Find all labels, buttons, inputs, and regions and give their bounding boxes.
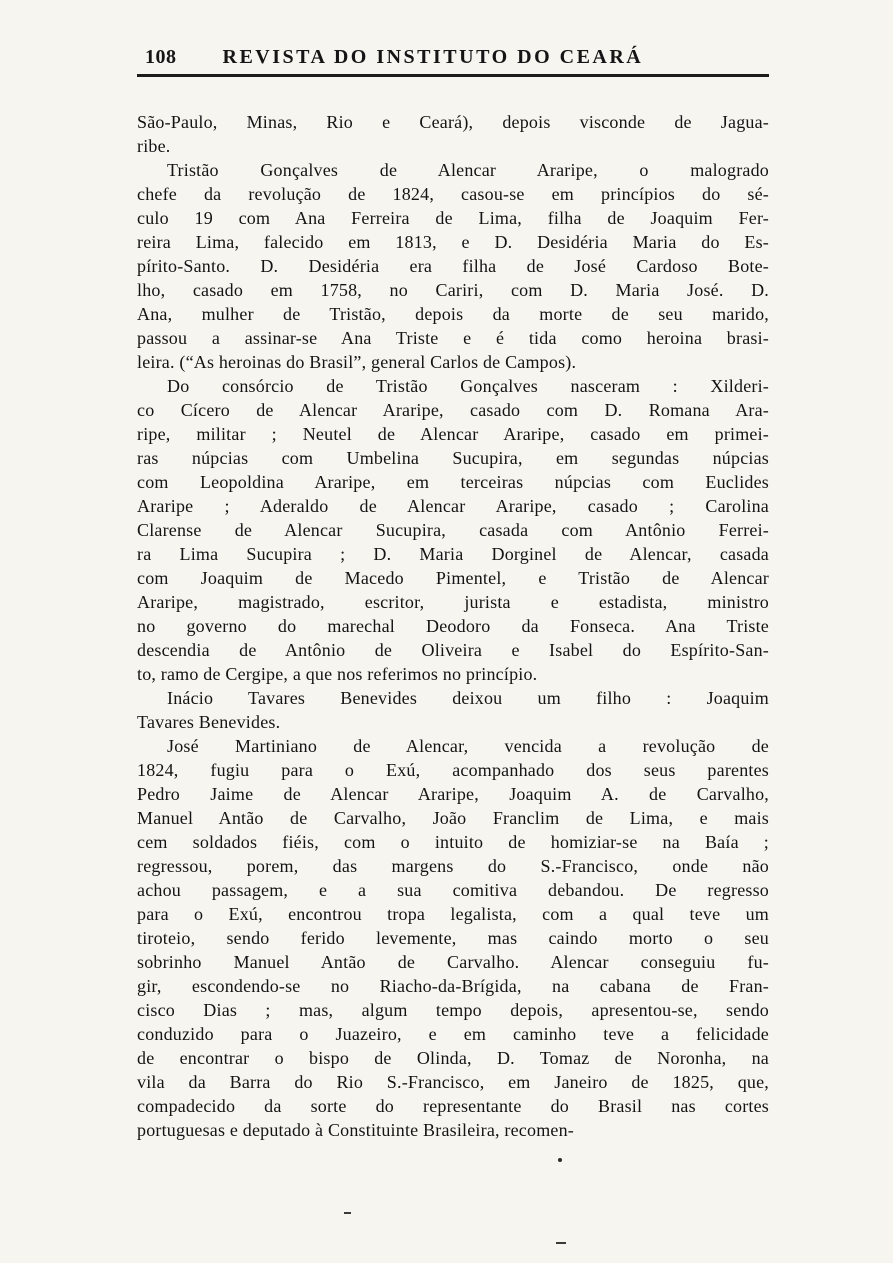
text-line: descendia de Antônio de Oliveira e Isabel do Espírito-San- (137, 640, 769, 660)
journal-title: REVISTA DO INSTITUTO DO CEARÁ (222, 46, 644, 68)
text-line: Manuel Antão de Carvalho, João Franclim de Lima, e mais (137, 808, 769, 828)
text-line: de encontrar o bispo de Olinda, D. Tomaz de Noronha, na (137, 1048, 769, 1068)
text-line: sobrinho Manuel Antão de Carvalho. Alencar conseguiu fu- (137, 952, 769, 972)
text-line: São-Paulo, Minas, Rio e Ceará), depois visconde de Jagua- (137, 112, 769, 132)
text-line: co Cícero de Alencar Araripe, casado com D. Romana Ara- (137, 400, 769, 420)
text-line: Clarense de Alencar Sucupira, casada com Antônio Ferrei- (137, 520, 769, 540)
text-line: ras núpcias com Umbelina Sucupira, em segundas núpcias (137, 448, 769, 468)
scan-artifact-dash (556, 1242, 566, 1244)
text-line: to, ramo de Cergipe, a que nos referimos no princípio. (137, 664, 538, 684)
text-line: ripe, militar ; Neutel de Alencar Araripe, casado em primei- (137, 424, 769, 444)
text-line: lho, casado em 1758, no Cariri, com D. Maria José. D. (137, 280, 769, 300)
paragraph (137, 110, 769, 158)
text-line: Pedro Jaime de Alencar Araripe, Joaquim A. de Carvalho, (137, 784, 769, 804)
text-line: Tristão Gonçalves de Alencar Araripe, o malogrado (167, 160, 769, 180)
text-line: 1824, fugiu para o Exú, acompanhado dos seus parentes (137, 760, 769, 780)
page-number: 108 (145, 46, 177, 68)
text-line: cem soldados fiéis, com o intuito de homiziar-se na Baía ; (137, 832, 769, 852)
paragraph (137, 686, 769, 734)
text-line: achou passagem, e a sua comitiva debandou. De regresso (137, 880, 769, 900)
paragraph (137, 734, 769, 1142)
text-line: passou a assinar-se Ana Triste e é tida como heroina brasi- (137, 328, 769, 348)
text-line: Tavares Benevides. (137, 712, 281, 732)
text-line: pírito-Santo. D. Desidéria era filha de José Cardoso Bote- (137, 256, 769, 276)
text-line: no governo do marechal Deodoro da Fonseca. Ana Triste (137, 616, 769, 636)
text-line: Araripe, magistrado, escritor, jurista e estadista, ministro (137, 592, 769, 612)
text-line: ribe. (137, 136, 171, 156)
header-rule (137, 74, 769, 77)
text-line: compadecido da sorte do representante do Brasil nas cortes (137, 1096, 769, 1116)
paragraph (137, 374, 769, 686)
text-line: Ana, mulher de Tristão, depois da morte de seu marido, (137, 304, 769, 324)
text-line: portuguesas e deputado à Constituinte Brasileira, recomen- (137, 1120, 574, 1140)
text-line: chefe da revolução de 1824, casou-se em princípios do sé- (137, 184, 769, 204)
text-line: José Martiniano de Alencar, vencida a revolução de (167, 736, 769, 756)
text-column (137, 44, 769, 1142)
text-line: reira Lima, falecido em 1813, e D. Desidéria Maria do Es- (137, 232, 769, 252)
paragraph (137, 158, 769, 374)
text-line: culo 19 com Ana Ferreira de Lima, filha de Joaquim Fer- (137, 208, 769, 228)
text-line: conduzido para o Juazeiro, e em caminho teve a felicidade (137, 1024, 769, 1044)
text-line: Inácio Tavares Benevides deixou um filho : Joaquim (167, 688, 769, 708)
scan-artifact-dash (344, 1212, 351, 1214)
text-line: Araripe ; Aderaldo de Alencar Araripe, casado ; Carolina (137, 496, 769, 516)
text-line: regressou, porem, das margens do S.-Francisco, onde não (137, 856, 769, 876)
text-line: com Joaquim de Macedo Pimentel, e Tristão de Alencar (137, 568, 769, 588)
text-line: Do consórcio de Tristão Gonçalves nasceram : Xilderi- (167, 376, 769, 396)
text-line: vila da Barra do Rio S.-Francisco, em Janeiro de 1825, que, (137, 1072, 769, 1092)
scan-artifact-dot (558, 1158, 562, 1162)
text-line: cisco Dias ; mas, algum tempo depois, apresentou-se, sendo (137, 1000, 769, 1020)
body-text (137, 110, 769, 1142)
text-line: gir, escondendo-se no Riacho-da-Brígida, na cabana de Fran- (137, 976, 769, 996)
text-line: com Leopoldina Araripe, em terceiras núpcias com Euclides (137, 472, 769, 492)
page-header (137, 44, 769, 70)
text-line: para o Exú, encontrou tropa legalista, com a qual teve um (137, 904, 769, 924)
text-line: ra Lima Sucupira ; D. Maria Dorginel de Alencar, casada (137, 544, 769, 564)
text-line: leira. (“As heroinas do Brasil”, general Carlos de Campos). (137, 352, 577, 372)
text-line: tiroteio, sendo ferido levemente, mas caindo morto o seu (137, 928, 769, 948)
